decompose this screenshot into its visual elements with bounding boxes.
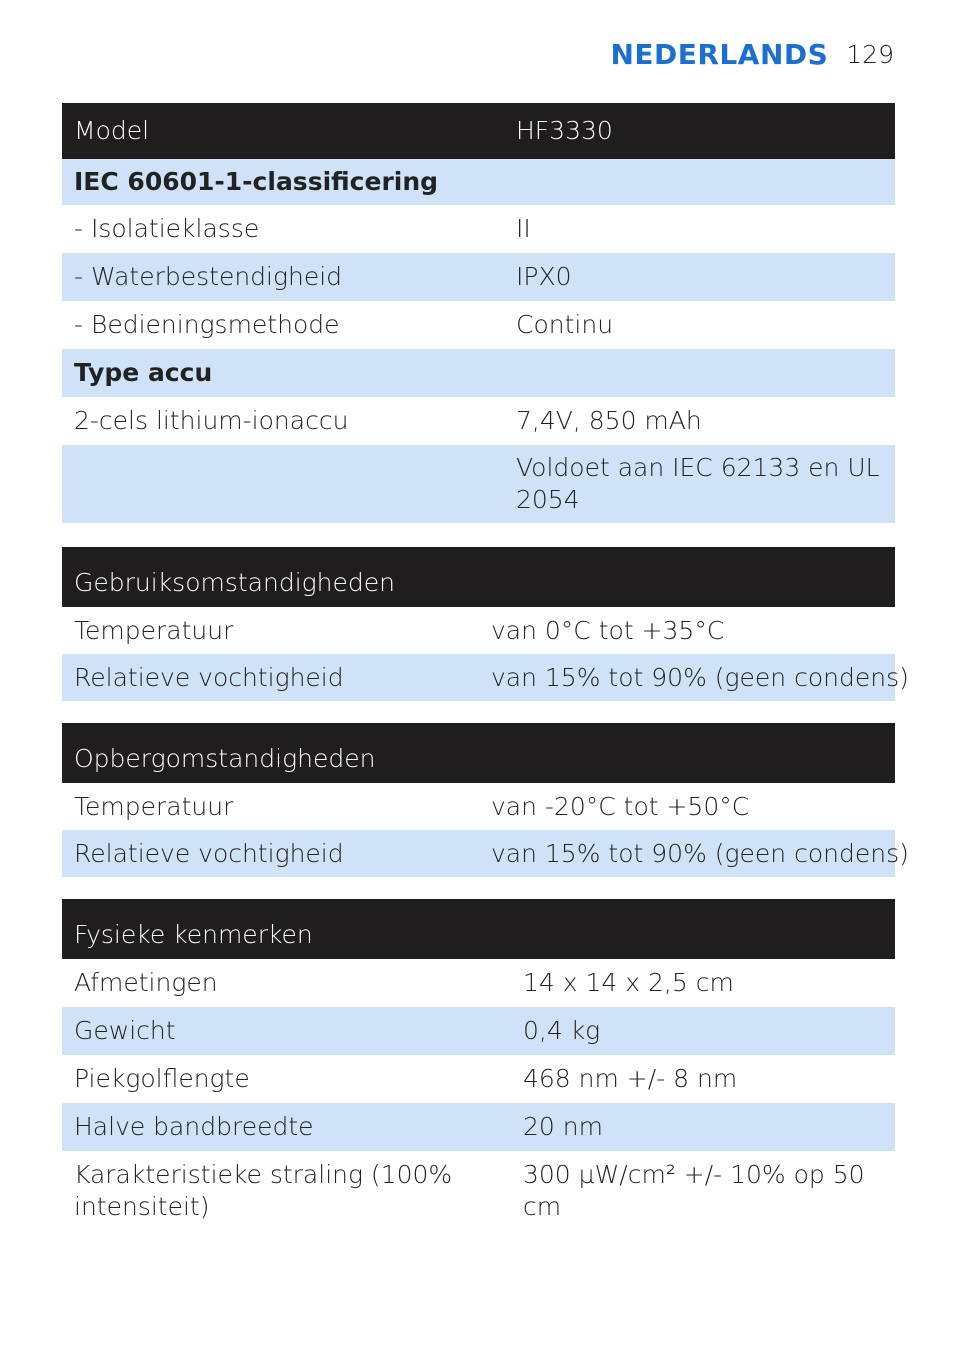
row-value: van 0°C tot +35°C [479, 607, 895, 654]
table-row [62, 1007, 895, 1055]
section-row [62, 349, 895, 397]
row-label: Piekgolflengte [62, 1055, 511, 1103]
row-value: van 15% tot 90% (geen condens) [479, 654, 895, 701]
row-value: Continu [504, 301, 895, 349]
row-value: 7,4V, 850 mAh [504, 397, 895, 445]
row-value: Voldoet aan IEC 62133 en UL 2054 [504, 445, 895, 523]
model-value: HF3330 [504, 103, 895, 159]
table-header-row [62, 899, 895, 959]
language-heading: NEDERLANDS [610, 37, 829, 71]
physical-title: Fysieke kenmerken [62, 899, 895, 959]
row-label: - Bedieningsmethode [62, 301, 504, 349]
row-label: Afmetingen [62, 959, 511, 1007]
storage-title: Opbergomstandigheden [62, 723, 895, 783]
row-value: van -20°C tot +50°C [479, 783, 895, 830]
table-row [62, 830, 895, 877]
table-row [62, 959, 895, 1007]
table-row [62, 1055, 895, 1103]
row-value: 468 nm +/- 8 nm [511, 1055, 895, 1103]
row-value: IPX0 [504, 253, 895, 301]
row-label: Temperatuur [62, 783, 479, 830]
row-label: - Isolatieklasse [62, 205, 504, 253]
row-value: 14 x 14 x 2,5 cm [511, 959, 895, 1007]
table-row [62, 253, 895, 301]
row-label: Karakteristieke straling (100% intensiteit) [62, 1151, 511, 1231]
row-label: - Waterbestendigheid [62, 253, 504, 301]
row-label: Relatieve vochtigheid [62, 654, 479, 701]
row-label: Temperatuur [62, 607, 479, 654]
table-row [62, 205, 895, 253]
table-row [62, 397, 895, 445]
table-header-row [62, 547, 895, 607]
model-spec-table [62, 103, 895, 523]
table-row [62, 1151, 895, 1231]
storage-conditions-table [62, 723, 909, 877]
row-value: II [504, 205, 895, 253]
operating-title: Gebruiksomstandigheden [62, 547, 895, 607]
table-row [62, 301, 895, 349]
row-label: Gewicht [62, 1007, 511, 1055]
page-number: 129 [846, 39, 894, 69]
row-value: 300 µW/cm² +/- 10% op 50 cm [511, 1151, 895, 1231]
row-label: Relatieve vochtigheid [62, 830, 479, 877]
row-value: 20 nm [511, 1103, 895, 1151]
physical-features-table [62, 899, 895, 1231]
row-value: 0,4 kg [511, 1007, 895, 1055]
table-header-row [62, 723, 895, 783]
table-row [62, 445, 895, 523]
row-label [62, 445, 504, 523]
row-label: Halve bandbreedte [62, 1103, 511, 1151]
table-header-row [62, 103, 895, 159]
table-row [62, 783, 895, 830]
iec-section-title: IEC 60601-1-classificering [62, 159, 895, 205]
page-header [610, 36, 894, 72]
row-label: 2-cels lithium-ionaccu [62, 397, 504, 445]
model-label: Model [62, 103, 504, 159]
row-value: van 15% tot 90% (geen condens) [479, 830, 895, 877]
section-row [62, 159, 895, 205]
operating-conditions-table [62, 547, 909, 701]
table-row [62, 654, 895, 701]
battery-section-title: Type accu [62, 349, 895, 397]
table-row [62, 1103, 895, 1151]
table-row [62, 607, 895, 654]
